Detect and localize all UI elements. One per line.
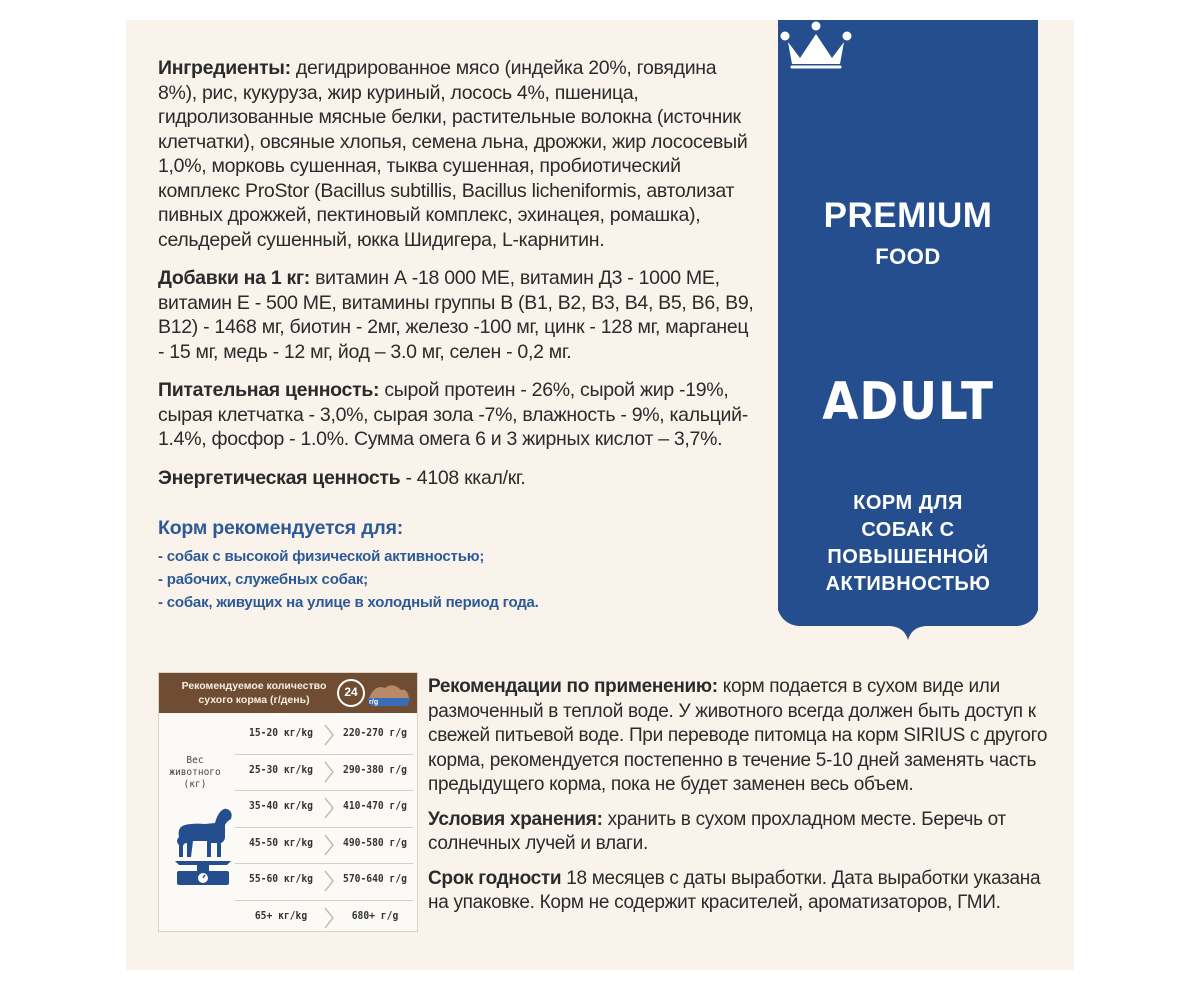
feeding-table-title (169, 679, 339, 707)
ingredients-text: дегидрированное мясо (индейка 20%, говядина 8%), рис, кукуруза, жир куриный, лосось 4%, пшеница, гидролизованные мясные белки, растительные волокна (источник клетчатки), овсяные хлопья, семена льна, дрожжи, жир лососевый 1,0%, морковь сушенная, тыква сушенная, пробиотический комплекс ProStor (Bacillus subtillis, Bacillus licheniformis, автолизат пивных дрожжей, пектиновый комплекс, эхинацея, ромашка), сельдерей сушенный, юкка Шидигера, L-карнитин. (158, 57, 748, 251)
row-weight: 35-40 кг/kg (249, 800, 313, 812)
chevron-right-icon (323, 760, 335, 784)
ribbon-subtitle (778, 490, 1038, 598)
feeding-table-header (159, 673, 417, 713)
shelf-life-label: Срок годности (428, 867, 562, 889)
storage-label: Условия хранения: (428, 808, 603, 830)
usage-section (428, 675, 1058, 926)
chevron-right-icon (323, 906, 335, 930)
ribbon-subtitle-line: КОРМ ДЛЯ (853, 492, 963, 514)
badge-number: 24 (344, 685, 358, 699)
feeding-table-row (235, 863, 417, 899)
recommended-item: - собак с высокой физической активностью; (158, 547, 485, 565)
feeding-table-row (235, 790, 417, 826)
row-weight: 25-30 кг/kg (249, 763, 313, 776)
premium-ribbon (778, 20, 1038, 652)
chevron-right-icon (323, 833, 335, 857)
row-weight: 15-20 кг/kg (249, 727, 313, 739)
weight-label-line: (кг) (183, 779, 207, 790)
ribbon-subtitle-line: АКТИВНОСТЬЮ (825, 573, 991, 595)
chevron-right-icon (323, 723, 335, 747)
premium-text: PREMIUM (823, 196, 993, 235)
feeding-table-title-line: сухого корма (г/день) (198, 694, 310, 706)
feeding-table-title-line: Рекомендуемое количество (181, 680, 327, 692)
feeding-table-row (235, 717, 417, 753)
recommendations-text: корм подается в сухом виде или размоченный в теплой воде. У животного всегда должен быть доступ к свежей питьевой воде. При переводе питомца на корм SIRIUS с другого корма, рекомендуется постепенно в течение 5-10 дней заменять часть предыдущего корма, пока не будет заменен весь объем. (428, 676, 1048, 795)
row-grams: 220-270 г/g (343, 727, 407, 739)
feeding-table-row (235, 754, 417, 790)
recommended-item: - собак, живущих на улице в холодный период года. (158, 593, 539, 611)
additives-text: витамин А -18 000 МЕ, витамин Д3 - 1000 МЕ, витамин Е - 500 МЕ, витамины группы В (В1, В2, В3, В4, В5, В6, В9, В12) - 1468 мг, биотин - 2мг, железо -100 мг, цинк - 128 мг, марганец - 15 мг, медь - 12 мг, йод – 3.0 мг, селен - 0,2 мг. (158, 267, 754, 363)
adult-title: ADULT (822, 372, 994, 432)
energy-text: - 4108 ккал/кг. (400, 466, 526, 489)
chevron-right-icon (323, 869, 335, 893)
food-text: FOOD (875, 244, 941, 269)
weight-label-line: животного (169, 767, 221, 778)
recommended-title: Корм рекомендуется для: (158, 517, 404, 539)
shelf-life-paragraph (428, 867, 1058, 916)
row-weight: 65+ кг/kg (254, 909, 308, 922)
energy-label: Энергетическая ценность (158, 466, 401, 489)
badge-unit: г/g (369, 699, 379, 706)
recommendations-label: Рекомендации по применению: (428, 676, 718, 697)
row-grams: 680+ г/g (351, 909, 399, 922)
recommended-list (158, 545, 758, 614)
row-grams: 570-640 г/g (343, 873, 407, 885)
additives-paragraph (158, 266, 758, 364)
feeding-table-row (235, 827, 417, 863)
nutrition-text: сырой протеин - 26%, сырой жир -19%, сырая клетчатка - 3,0%, сырая зола -7%, влажность - 9%, кальций- 1.4%, фосфор - 1.0%. Сумма омега 6 и 3 жирных кислот – 3,7%. (158, 379, 748, 450)
energy-paragraph (158, 466, 758, 491)
weight-label-line: Вес (186, 755, 204, 766)
row-grams: 290-380 г/g (343, 763, 407, 776)
crown-icon (778, 20, 854, 72)
dog-on-scale-icon (171, 797, 235, 887)
row-weight: 55-60 кг/kg (249, 873, 313, 885)
ingredients-paragraph (158, 56, 758, 252)
ribbon-subtitle-line: СОБАК С ПОВЫШЕННОЙ (827, 519, 989, 568)
storage-text: хранить в сухом прохладном месте. Беречь от солнечных лучей и влаги. (428, 808, 1006, 854)
ingredients-label: Ингредиенты: (158, 57, 291, 79)
row-grams: 490-580 г/g (343, 836, 407, 849)
weight-label (165, 755, 225, 791)
chevron-right-icon (323, 796, 335, 820)
row-grams: 410-470 г/g (343, 800, 407, 812)
nutrition-paragraph (158, 378, 758, 452)
additives-label: Добавки на 1 кг: (158, 267, 310, 289)
shelf-life-text: 18 месяцев с даты выработки. Дата выработки указана на упаковке. Корм не содержит красителей, ароматизаторов, ГМИ. (428, 867, 1041, 913)
storage-paragraph (428, 808, 1058, 857)
row-weight: 45-50 кг/kg (249, 836, 313, 849)
nutrition-label: Питательная ценность: (158, 379, 380, 401)
composition-section (158, 56, 758, 614)
recommended-item: - рабочих, служебных собак; (158, 570, 368, 588)
recommendations-paragraph (428, 675, 1058, 798)
feeding-table-row (235, 900, 417, 936)
feeding-table (158, 672, 418, 932)
